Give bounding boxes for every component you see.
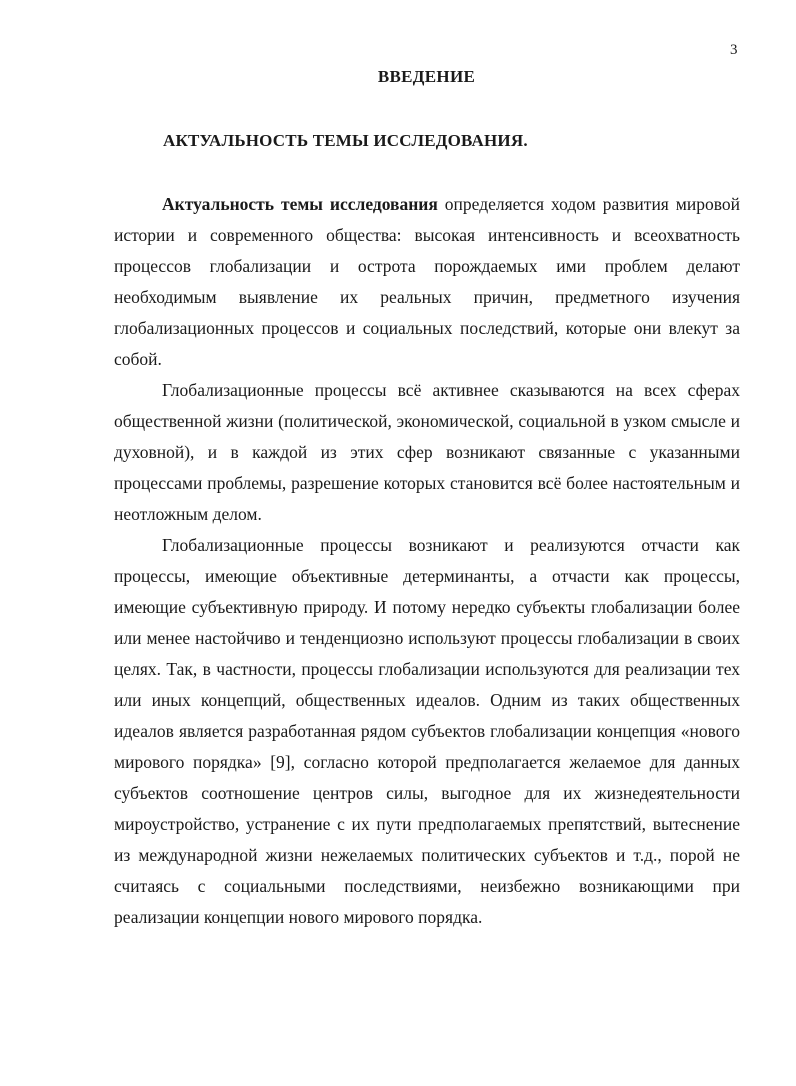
- paragraph-text: определяется ходом развития мировой истории и современного общества: высокая интенсивность и всеохватность процессов глобализации и острота порождаемых ими проблем делают необходимым выявление их реальных причин, предметного изучения глобализационных процессов и социальных последствий, которые они влекут за собой.: [114, 194, 741, 369]
- paragraph-lead: Актуальность темы исследования: [162, 194, 438, 214]
- page-number: 3: [730, 42, 738, 58]
- paragraph-globalization-spheres: Глобализационные процессы всё активнее сказываются на всех сферах общественной жизни (политической, экономической, социальной в узком смысле и духовной), и в каждой из этих сфер возникают связанные с указанными процессами проблемы, разрешение которых становится всё более настоятельным и неотложным делом.: [114, 380, 740, 524]
- chapter-title: ВВЕДЕНИЕ: [377, 67, 476, 86]
- paragraph-globalization-subjects: Глобализационные процессы возникают и реализуются отчасти как процессы, имеющие объективные детерминанты, а отчасти как процессы, имеющие субъективную природу. И потому нередко субъекты глобализации более или менее настойчиво и тенденциозно используют процессы глобализации в своих целях. Так, в частности, процессы глобализации используются для реализации тех или иных концепций, общественных идеалов. Одним из таких общественных идеалов является разработанная рядом субъектов глобализации концепция «нового мирового порядка» [9], согласно которой предполагается желаемое для данных субъектов соотношение центров силы, выгодное для их жизнедеятельности мироустройство, устранение с их пути предполагаемых препятствий, вытеснение из международной жизни нежелаемых политических субъектов и т.д., порой не считаясь с социальными последствиями, неизбежно возникающими при реализации концепции нового мирового порядка.: [114, 535, 740, 927]
- section-title: АКТУАЛЬНОСТЬ ТЕМЫ ИССЛЕДОВАНИЯ.: [163, 131, 528, 150]
- paragraph-relevance: [114, 189, 740, 375]
- body-text: [114, 189, 740, 933]
